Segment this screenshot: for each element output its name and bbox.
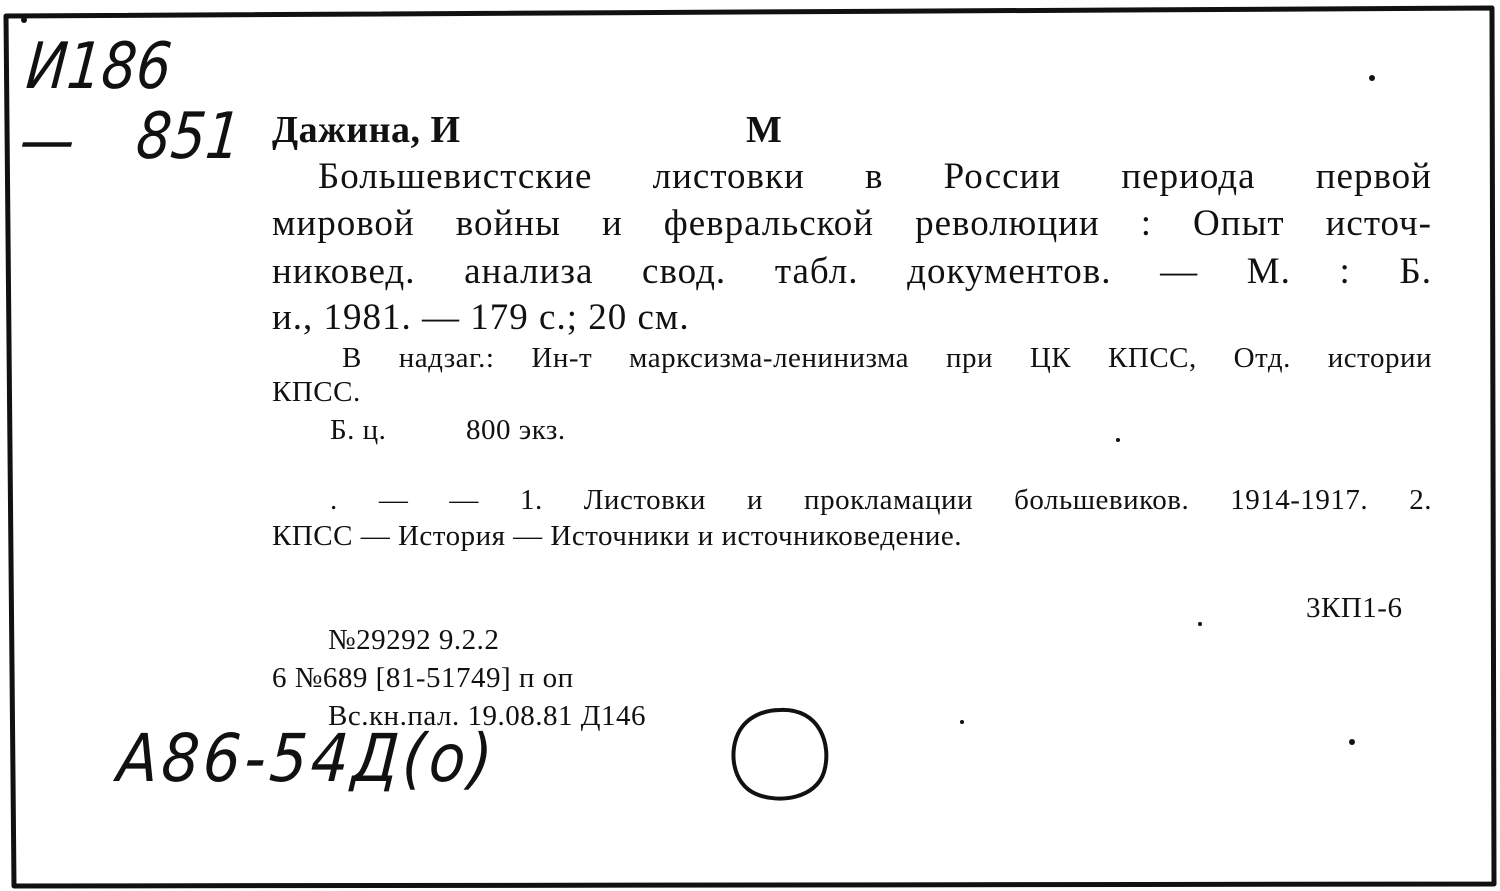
- record-line-1: №29292 9.2.2: [328, 624, 500, 656]
- copies-count: 800 экз.: [466, 414, 566, 446]
- call-number-line1: И186—: [16, 30, 175, 178]
- subjects-line-2: КПСС — История — Источники и источниковедение.: [272, 520, 963, 552]
- classification-code: 3КП1-6: [1306, 592, 1403, 624]
- title-line-4: и., 1981. — 179 с.; 20 см.: [272, 297, 690, 338]
- note-line-1: В надзаг.: Ин-т марксизма-ленинизма при ЦК КПСС, Отд. истории: [342, 342, 1432, 374]
- title-line-2: мировой войны и февральской революции : Опыт источ-: [272, 203, 1432, 244]
- title-line-3: никовед. анализа свод. табл. документов. — М. : Б.: [272, 251, 1432, 292]
- record-line-2: 6 №689 [81-51749] п оп: [272, 662, 574, 694]
- author-name: Дажина, И: [272, 109, 461, 151]
- subjects-line-1: . — — 1. Листовки и прокламации большевиков. 1914-1917. 2.: [330, 484, 1432, 516]
- handwritten-circle-mark: [720, 700, 840, 810]
- call-number-line2: 851: [133, 100, 244, 174]
- author-initial: М: [746, 109, 782, 151]
- title-line-1: Большевистские листовки в России периода первой: [318, 156, 1432, 197]
- note-line-2: КПСС.: [272, 376, 361, 408]
- record-line-3: Вс.кн.пал. 19.08.81 Д146: [328, 700, 646, 732]
- handwritten-inventory-code: А86-54Д(о): [115, 720, 499, 797]
- price-label: Б. ц.: [330, 414, 387, 446]
